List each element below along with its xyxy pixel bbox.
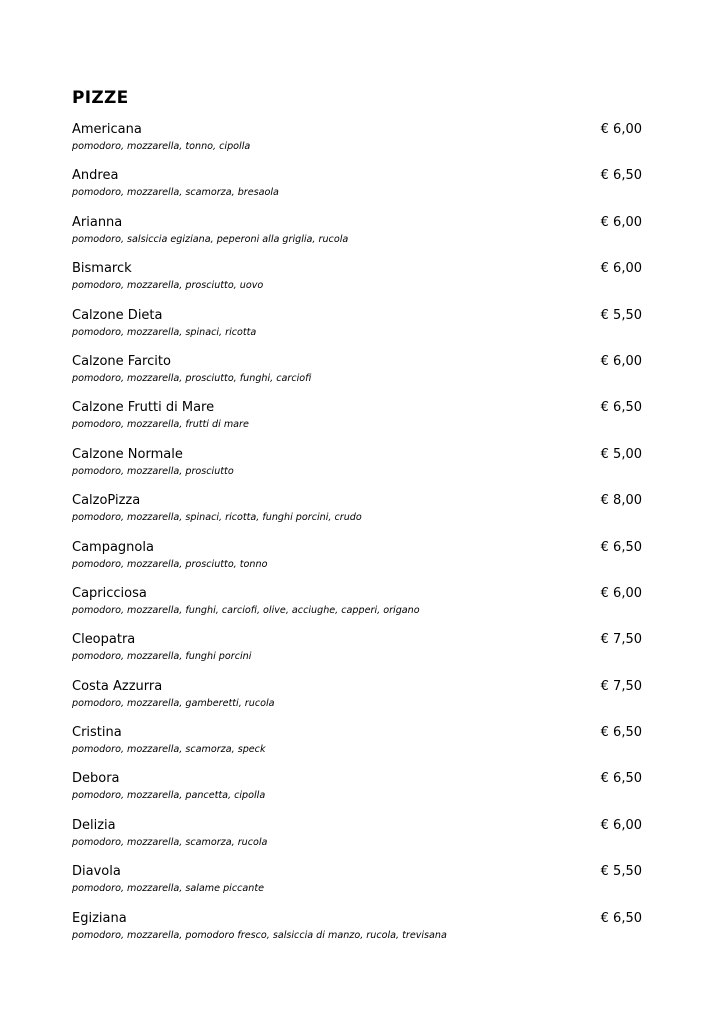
menu-item-description: pomodoro, mozzarella, scamorza, speck: [72, 744, 266, 756]
menu-item: [72, 539, 642, 585]
menu-item-row: [72, 121, 642, 138]
menu-page: [72, 87, 642, 956]
menu-item-name: Egiziana: [72, 910, 127, 926]
menu-item-name: Cristina: [72, 725, 122, 741]
menu-item: [72, 678, 642, 724]
menu-item-price: € 7,50: [600, 678, 642, 694]
menu-item-description: pomodoro, mozzarella, prosciutto, uovo: [72, 280, 264, 292]
menu-item-description: pomodoro, mozzarella, gamberetti, rucola: [72, 697, 275, 709]
menu-item-row: [72, 585, 642, 602]
menu-item-name: Debora: [72, 771, 120, 787]
menu-item-name: Calzone Dieta: [72, 307, 163, 323]
menu-item: [72, 167, 642, 213]
menu-item-price: € 6,50: [600, 400, 642, 416]
menu-item: [72, 307, 642, 353]
menu-item-description: pomodoro, mozzarella, salame piccante: [72, 883, 265, 895]
menu-item-row: [72, 167, 642, 184]
menu-item: [72, 446, 642, 492]
menu-item-name: Calzone Normale: [72, 446, 183, 462]
menu-item-name: Cleopatra: [72, 632, 136, 648]
menu-item-price: € 6,50: [600, 910, 642, 926]
menu-item-name: Calzone Farcito: [72, 353, 171, 369]
menu-item: [72, 399, 642, 445]
menu-item-description: pomodoro, mozzarella, tonno, cipolla: [72, 141, 251, 152]
menu-item-price: € 7,50: [600, 632, 642, 648]
menu-item-row: [72, 399, 642, 416]
menu-item-name: Diavola: [72, 864, 121, 880]
menu-item-price: € 5,50: [600, 864, 642, 880]
menu-item-row: [72, 631, 642, 648]
menu-list: [72, 121, 642, 956]
menu-item-name: Andrea: [72, 168, 119, 184]
menu-item: [72, 353, 642, 399]
menu-item-row: [72, 214, 642, 231]
menu-item-price: € 5,50: [600, 307, 642, 323]
menu-item: [72, 121, 642, 167]
menu-item-price: € 6,00: [600, 122, 642, 137]
menu-item-row: [72, 817, 642, 834]
menu-item-price: € 6,00: [600, 817, 642, 833]
menu-item-name: Capricciosa: [72, 585, 147, 601]
menu-item: [72, 770, 642, 816]
menu-item-row: [72, 863, 642, 880]
menu-item: [72, 724, 642, 770]
menu-item-price: € 5,00: [600, 446, 642, 462]
menu-item-price: € 6,50: [600, 725, 642, 741]
menu-item-name: CalzoPizza: [72, 493, 141, 509]
menu-item-row: [72, 353, 642, 370]
menu-item-price: € 6,50: [600, 771, 642, 787]
menu-item-name: Bismarck: [72, 261, 132, 277]
menu-item: [72, 817, 642, 863]
menu-item-description: pomodoro, mozzarella, prosciutto: [72, 465, 234, 477]
menu-item-price: € 8,00: [600, 493, 642, 509]
menu-item: [72, 863, 642, 909]
menu-item-description: pomodoro, mozzarella, pomodoro fresco, salsiccia di manzo, rucola, trevisana: [72, 929, 447, 941]
menu-item-row: [72, 492, 642, 509]
menu-item-description: pomodoro, mozzarella, pancetta, cipolla: [72, 790, 266, 802]
menu-title: PIZZE: [72, 88, 129, 108]
menu-item-name: Costa Azzurra: [72, 678, 163, 694]
menu-item-description: pomodoro, salsiccia egiziana, peperoni alla griglia, rucola: [72, 233, 349, 245]
menu-item-row: [72, 260, 642, 277]
menu-item-description: pomodoro, mozzarella, scamorza, bresaola: [72, 187, 279, 199]
menu-item: [72, 214, 642, 260]
menu-item-row: [72, 539, 642, 556]
menu-item: [72, 631, 642, 677]
menu-item-row: [72, 678, 642, 695]
menu-item: [72, 585, 642, 631]
menu-item-description: pomodoro, mozzarella, funghi, carciofi, olive, acciughe, capperi, origano: [72, 604, 420, 616]
menu-item: [72, 910, 642, 956]
menu-item-row: [72, 770, 642, 787]
menu-item-row: [72, 446, 642, 463]
menu-item-description: pomodoro, mozzarella, prosciutto, tonno: [72, 558, 268, 570]
menu-item-price: € 6,50: [600, 539, 642, 555]
menu-item-name: Delizia: [72, 817, 116, 833]
menu-item: [72, 492, 642, 538]
menu-item-description: pomodoro, mozzarella, prosciutto, funghi, carciofi: [72, 372, 312, 384]
menu-item-description: pomodoro, mozzarella, funghi porcini: [72, 651, 252, 663]
menu-item-row: [72, 724, 642, 741]
menu-item-description: pomodoro, mozzarella, spinaci, ricotta, funghi porcini, crudo: [72, 512, 362, 524]
menu-item-price: € 6,50: [600, 168, 642, 184]
menu-item-name: Arianna: [72, 214, 123, 230]
menu-item-description: pomodoro, mozzarella, scamorza, rucola: [72, 836, 268, 848]
menu-item-price: € 6,00: [600, 585, 642, 601]
menu-item-price: € 6,00: [600, 214, 642, 230]
menu-item-price: € 6,00: [600, 261, 642, 277]
menu-item-price: € 6,00: [600, 353, 642, 369]
menu-item: [72, 260, 642, 306]
menu-item-row: [72, 307, 642, 324]
menu-item-row: [72, 910, 642, 927]
menu-item-description: pomodoro, mozzarella, frutti di mare: [72, 419, 249, 431]
menu-item-name: Campagnola: [72, 539, 154, 555]
menu-item-name: Calzone Frutti di Mare: [72, 400, 215, 416]
menu-item-description: pomodoro, mozzarella, spinaci, ricotta: [72, 326, 257, 338]
menu-item-name: Americana: [72, 122, 142, 137]
